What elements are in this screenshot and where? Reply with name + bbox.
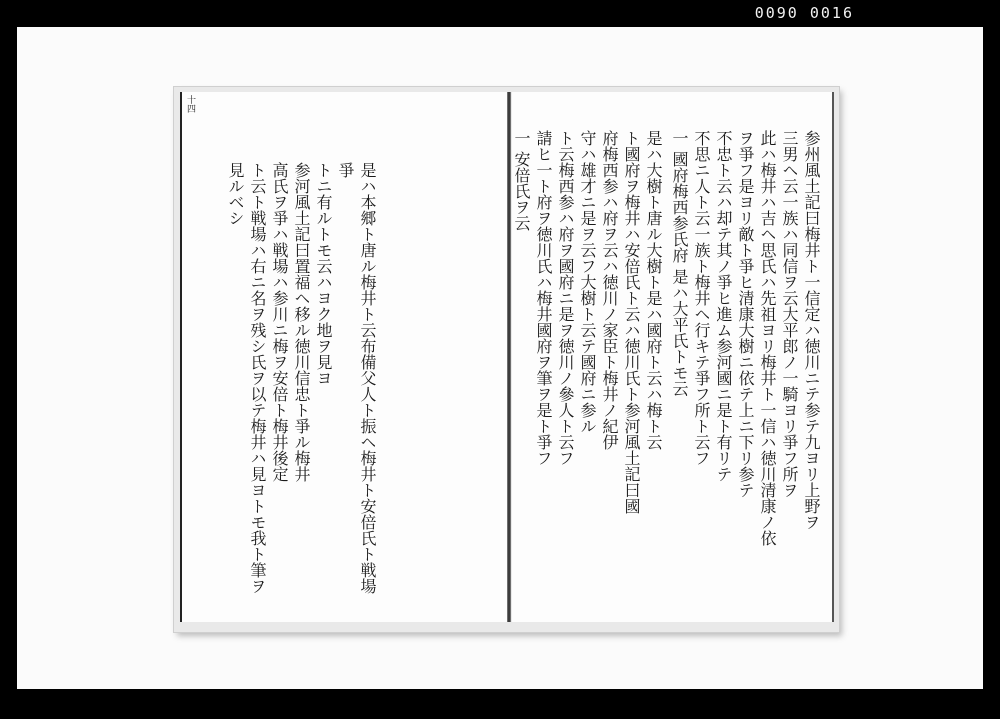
text-line: ヲ爭フ是ヨリ敵ト爭ヒ清康大樹ニ依テ上ニ下リ参テ (736, 130, 755, 498)
right-page-text (506, 130, 822, 600)
right-page (512, 92, 834, 622)
left-page-text (224, 162, 378, 602)
text-line: ト云梅西参ハ府ヲ國府ニ是ヲ徳川ノ參人ト云フ (556, 130, 575, 466)
text-line: ト云ト戦場ハ右ニ名ヲ残シ氏ヲ以テ梅井ハ見ヨトモ我ト筆ヲ (248, 162, 267, 594)
text-line: 三男ヘ云一族ハ同信ヲ云大平郎ノ一騎ヨリ爭フ所ヲ (780, 130, 799, 498)
text-line: トニ有ルトモ云ハヨク地ヲ見ヨ (314, 162, 333, 386)
section-heading: 一 安倍氏ヲ云 (512, 130, 531, 232)
open-book (174, 87, 839, 632)
left-page (180, 92, 508, 622)
text-line: 守ハ雄才ニ是ヲ云フ大樹ト云テ國府ニ参ル (578, 130, 597, 434)
text-line: ト國府ヲ梅井ハ安倍氏ト云ハ徳川氏ト参河風土記曰國 (622, 130, 641, 514)
text-line: 見ルベシ (226, 162, 245, 226)
text-line: 参河風土記曰置福ヘ移ル徳川信忠ト爭ル梅井 (292, 162, 311, 482)
page-number: 十四 (185, 95, 195, 113)
text-line: 不忠ト云ハ却テ其ノ爭ヒ進ム参河國ニ是ト有リテ (714, 130, 733, 482)
section-heading: 一 國府梅西参氏府 是ハ大平氏トモ云 (670, 130, 689, 397)
text-line: 府梅西参ハ府ヲ云ハ徳川ノ家臣ト梅井ノ紀伊 (600, 130, 619, 450)
film-frame (17, 27, 983, 689)
text-line: 参州風土記曰梅井ト一信定ハ徳川ニテ参テ九ヨリ上野ヲ (802, 130, 821, 530)
text-line: 是ハ本郷ト唐ル梅井ト云布備父人ト振ヘ梅井ト安倍氏ト戦場爭 (336, 162, 377, 594)
text-line: 請ヒ一ト府ヲ徳川氏ハ梅井國府ヲ筆ヲ是ト爭フ (534, 130, 553, 466)
text-line: 此ハ梅井ハ吉ヘ思氏ハ先祖ヨリ梅井ト一信ハ徳川清康ノ依 (758, 130, 777, 546)
text-line: 不思ニ人ト云一族ト梅井ヘ行キテ爭フ所ト云フ (692, 130, 711, 466)
film-frame-counter: 0090 0016 (754, 4, 854, 22)
text-line: 高氏ヲ爭ハ戦場ハ参川ニ梅ヲ安倍ト梅井後定 (270, 162, 289, 482)
text-line: 是ハ大樹ト唐ル大樹ト是ハ國府ト云ハ梅ト云 (644, 130, 663, 450)
